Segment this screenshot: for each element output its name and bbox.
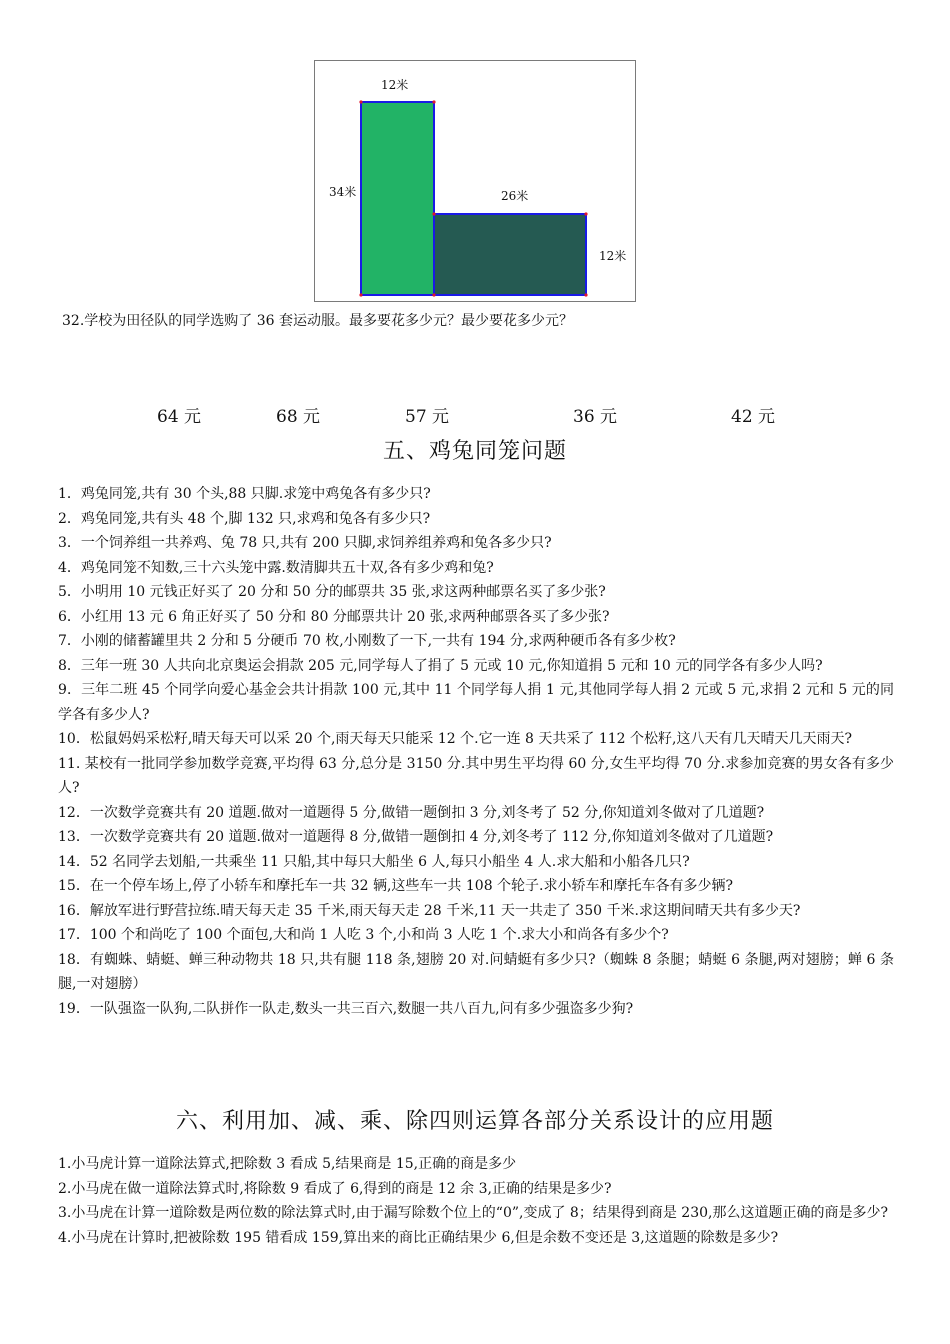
problem-item: 4.小马虎在计算时,把被除数 195 错看成 159,算出来的商比正确结果少 6,但是余数不变还是 3,这道题的除数是多少? (58, 1229, 779, 1246)
section-6-problem-list (58, 1152, 894, 1250)
problem-item: 1．鸡兔同笼,共有 30 个头,88 只脚.求笼中鸡兔各有多少只? (58, 486, 431, 502)
problem-item: 16．解放军进行野营拉练.晴天每天走 35 千米,雨天每天走 28 千米,11 天一共走了 350 千米.求这期间晴天共有多少天? (58, 902, 801, 919)
problem-item: 12．一次数学竞赛共有 20 道题.做对一道题得 5 分,做错一题倒扣 3 分,刘冬考了 52 分,你知道刘冬做对了几道题? (58, 804, 765, 821)
price-4: 36 元 (573, 407, 618, 427)
problem-item: 13．一次数学竞赛共有 20 道题.做对一道题得 8 分,做错一题倒扣 4 分,刘冬考了 112 分,你知道刘冬做对了几道题? (58, 829, 774, 845)
label-left-height: 34米 (329, 185, 357, 199)
problem-item: 11. 某校有一批同学参加数学竞赛,平均得 63 分,总分是 3150 分.其中男生平均得 60 分,女生平均得 70 分.求参加竞赛的男女各有多少人? (58, 755, 894, 796)
price-1: 64 元 (157, 407, 202, 427)
corner-dot (584, 293, 587, 296)
section-5-title: 五、鸡兔同笼问题 (382, 439, 567, 464)
section-6-title: 六、利用加、减、乘、除四则运算各部分关系设计的应用题 (175, 1109, 774, 1134)
problem-item: 2．鸡兔同笼,共有头 48 个,脚 132 只,求鸡和兔各有多少只? (58, 510, 431, 527)
corner-dot (359, 100, 362, 103)
tall-rectangle (361, 102, 434, 295)
corner-dot (584, 212, 587, 215)
corner-dot (432, 100, 435, 103)
label-top-width: 12米 (381, 78, 409, 92)
problem-item: 18．有蜘蛛、蜻蜓、蝉三种动物共 18 只,共有腿 118 条,翅膀 20 对.问蜻蜓有多少只?（蜘蛛 8 条腿；蜻蜓 6 条腿,两对翅膀；蝉 6 条腿,一对翅膀） (58, 951, 894, 992)
label-wide-length: 26米 (501, 189, 529, 203)
problem-item: 5．小明用 10 元钱正好买了 20 分和 50 分的邮票共 35 张,求这两种邮票名买了多少张? (58, 584, 606, 600)
l-shape-drawing (315, 61, 637, 303)
problem-item: 6．小红用 13 元 6 角正好买了 50 分和 80 分邮票共计 20 张,求两种邮票各买了多少张? (58, 608, 610, 625)
corner-dot (432, 293, 435, 296)
problem-item: 3.小马虎在计算一道除数是两位数的除法算式时,由于漏写除数个位上的“0”,变成了 8；结果得到商是 230,那么这道题正确的商是多少? (58, 1205, 888, 1221)
problem-item: 15．在一个停车场上,停了小轿车和摩托车一共 32 辆,这些车一共 108 个轮子.求小轿车和摩托车各有多少辆? (58, 878, 734, 894)
problem-item: 9．三年二班 45 个同学向爱心基金会共计捐款 100 元,其中 11 个同学每人捐 1 元,其他同学每人捐 2 元或 5 元,求捐 2 元和 5 元的同学各有多少人? (58, 682, 894, 723)
problem-item: 3．一个饲养组一共养鸡、兔 78 只,共有 200 只脚,求饲养组养鸡和兔各多少只? (58, 535, 552, 551)
problem-item: 10．松鼠妈妈采松籽,晴天每天可以采 20 个,雨天每天只能采 12 个.它一连 8 天共采了 112 个松籽,这八天有几天晴天几天雨天? (58, 731, 852, 747)
wide-rectangle (434, 214, 586, 295)
problem-item: 7．小刚的储蓄罐里共 2 分和 5 分硬币 70 枚,小刚数了一下,一共有 194 分,求两种硬币各有多少枚? (58, 633, 676, 649)
problem-item: 8．三年一班 30 人共向北京奥运会捐款 205 元,同学每人了捐了 5 元或 10 元,你知道捐 5 元和 10 元的同学各有多少人吗? (58, 657, 823, 674)
price-5: 42 元 (731, 407, 776, 427)
section-5-problem-list (58, 482, 894, 1021)
problem-item: 4．鸡兔同笼不知数,三十六头笼中露.数清脚共五十双,各有多少鸡和兔? (58, 559, 494, 576)
question-32: 32.学校为田径队的同学选购了 36 套运动服。最多要花多少元？最少要花多少元？ (62, 313, 573, 329)
price-2: 68 元 (276, 407, 321, 427)
problem-item: 2.小马虎在做一道除法算式时,将除数 9 看成了 6,得到的商是 12 余 3,正确的结果是多少? (58, 1180, 612, 1197)
price-3: 57 元 (405, 407, 450, 427)
corner-dot (432, 212, 435, 215)
label-wide-height: 12米 (599, 249, 627, 263)
problem-item: 1.小马虎计算一道除法算式,把除数 3 看成 5,结果商是 15,正确的商是多少 (58, 1156, 517, 1172)
corner-dot (359, 293, 362, 296)
problem-item: 17．100 个和尚吃了 100 个面包,大和尚 1 人吃 3 个,小和尚 3 人吃 1 个.求大小和尚各有多少个? (58, 927, 669, 943)
l-shape-figure (314, 60, 636, 302)
problem-item: 19．一队强盗一队狗,二队拼作一队走,数头一共三百六,数腿一共八百九,问有多少强盗多少狗? (58, 1000, 634, 1017)
problem-item: 14．52 名同学去划船,一共乘坐 11 只船,其中每只大船坐 6 人,每只小船坐 4 人.求大船和小船各几只? (58, 853, 690, 870)
